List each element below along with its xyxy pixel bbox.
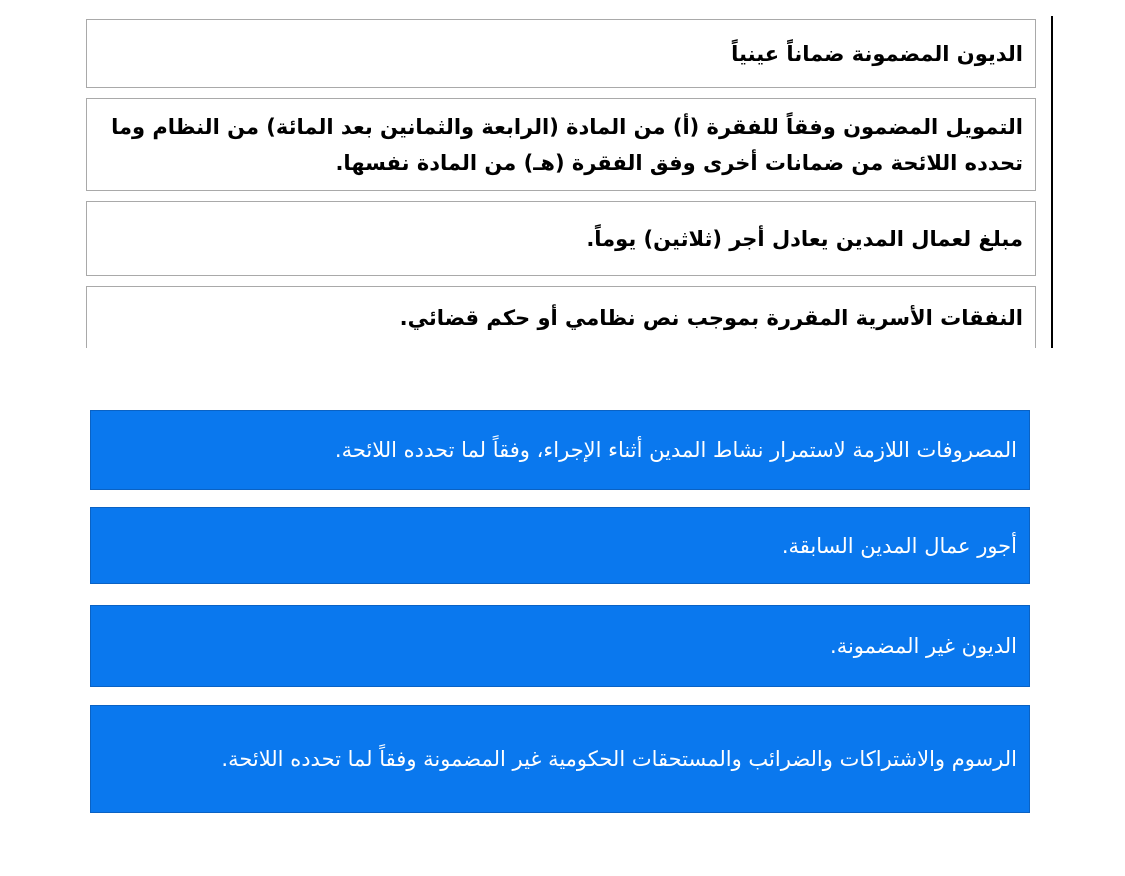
list-item-workers-wage[interactable] xyxy=(86,201,1036,276)
option-unsecured-debts[interactable] xyxy=(90,605,1030,687)
option-text: المصروفات اللازمة لاستمرار نشاط المدين أثناء الإجراء، وفقاً لما تحدده اللائحة. xyxy=(334,438,1017,462)
list-item-text: التمويل المضمون وفقاً للفقرة (أ) من المادة (الرابعة والثمانين بعد المائة) من النظام وما تحدده اللائحة من ضمانات أخرى وفق الفقرة (هـ) من المادة نفسها. xyxy=(111,114,1023,175)
option-previous-wages[interactable] xyxy=(90,507,1030,584)
list-item-text: مبلغ لعمال المدين يعادل أجر (ثلاثين) يوماً. xyxy=(586,226,1023,251)
scroll-edge xyxy=(1051,16,1053,348)
list-item-text: النفقات الأسرية المقررة بموجب نص نظامي أو حكم قضائي. xyxy=(399,305,1023,330)
option-text: الرسوم والاشتراكات والضرائب والمستحقات الحكومية غير المضمونة وفقاً لما تحدده اللائحة. xyxy=(221,747,1017,771)
secured-debts-list xyxy=(86,19,1037,348)
list-item-secured-debts[interactable] xyxy=(86,19,1036,88)
option-operating-expenses[interactable] xyxy=(90,410,1030,490)
list-item-family-expenses[interactable] xyxy=(86,286,1036,348)
list-item-secured-financing[interactable] xyxy=(86,98,1036,191)
option-text: الديون غير المضمونة. xyxy=(830,634,1017,658)
option-government-dues[interactable] xyxy=(90,705,1030,813)
option-text: أجور عمال المدين السابقة. xyxy=(781,533,1017,558)
list-item-text: الديون المضمونة ضماناً عينياً xyxy=(731,41,1023,66)
